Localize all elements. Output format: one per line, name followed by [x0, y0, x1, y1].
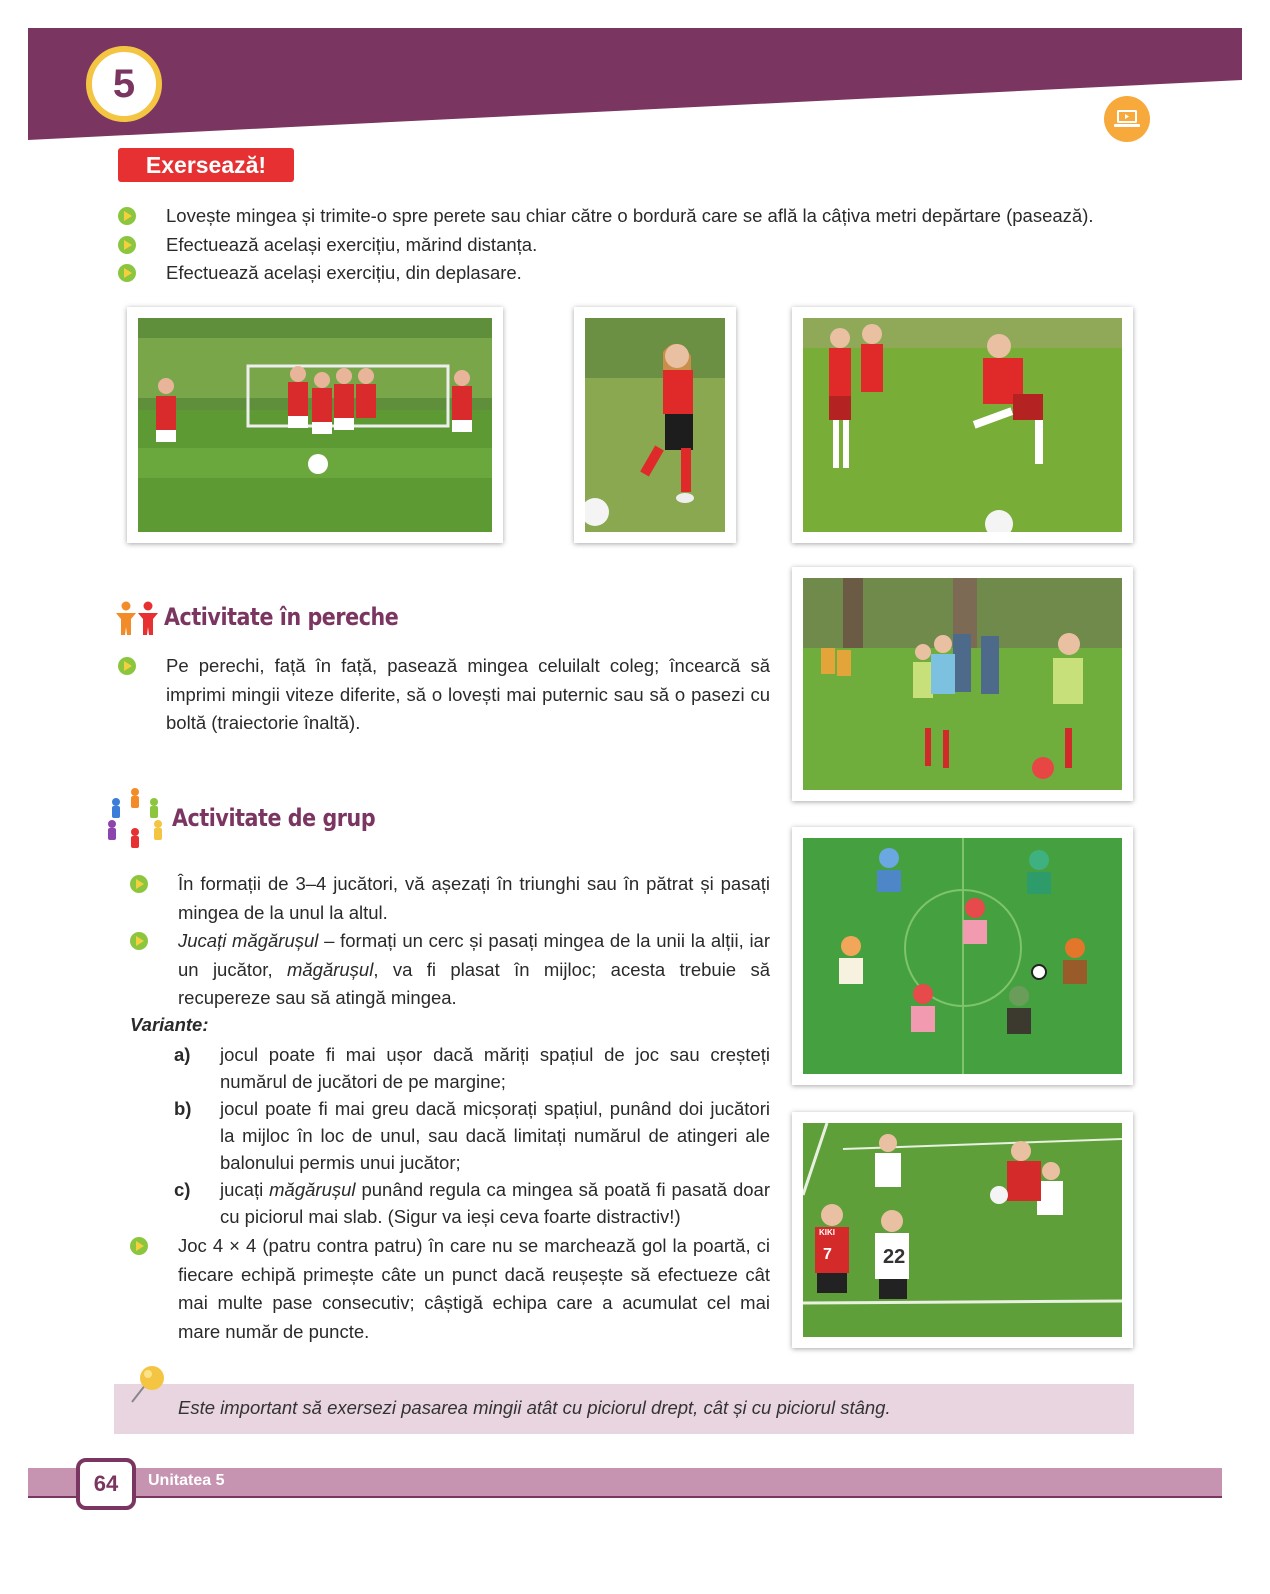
- variant-text: jucați măgărușul punând regula ca mingea să poată fi pasată doar cu piciorul mai slab. (Sigur va ieși ceva foarte distractiv!): [220, 1179, 771, 1227]
- bullet-arrow-icon: [130, 1237, 148, 1255]
- photo-children-team-training: [127, 307, 503, 543]
- list-item: Efectuează același exercițiu, din deplasare.: [118, 259, 1158, 288]
- bullet-arrow-icon: [118, 236, 136, 254]
- variant-letter: a): [174, 1044, 191, 1065]
- group-activity-heading: Activitate de grup: [172, 804, 376, 832]
- photo-children-pair-passing: [792, 567, 1133, 801]
- unit-number-badge: [86, 46, 162, 122]
- bullet-arrow-icon: [118, 657, 136, 675]
- footer-rule: [28, 1496, 1222, 1498]
- variant-text: jocul poate fi mai ușor dacă măriți spațiul de joc sau creșteți numărul de jucători de pe margine;: [220, 1044, 770, 1092]
- list-item: Pe perechi, față în față, pasează mingea celuilalt coleg; încearcă să imprimi mingii viteze diferite, să o lovești mai puternic sau să o pasezi cu boltă (traiectorie înaltă).: [118, 652, 770, 738]
- laptop-icon[interactable]: [1104, 96, 1150, 142]
- bullet-arrow-icon: [130, 875, 148, 893]
- bullet-arrow-icon: [118, 207, 136, 225]
- variant-b: [174, 1095, 770, 1176]
- section-tag-exerseaza: [118, 148, 294, 182]
- page-number-box: [76, 1458, 136, 1510]
- group-activity-list-continued: [130, 1232, 770, 1346]
- pair-activity-heading: Activitate în pereche: [164, 603, 399, 631]
- jersey-number: 22: [883, 1246, 906, 1268]
- bullet-arrow-icon: [118, 264, 136, 282]
- jersey-name: KIKI: [819, 1228, 835, 1237]
- jersey-number: 7: [823, 1246, 832, 1263]
- photo-children-match: [792, 1112, 1133, 1348]
- variant-a: [174, 1041, 770, 1095]
- list-item: Lovește mingea și trimite-o spre perete sau chiar către o bordură care se află la câțiva metri depărtare (pasează).: [118, 202, 1158, 231]
- list-item: În formații de 3–4 jucători, vă așezați în triunghi sau în pătrat și pasați mingea de la unul la altul.: [130, 870, 770, 927]
- photo-girl-kicking-ball: [574, 307, 736, 543]
- children-circle-icon: [104, 786, 166, 850]
- illustration-children-circle-game: [792, 827, 1133, 1085]
- two-children-icon: [114, 601, 160, 635]
- variant-letter: c): [174, 1179, 191, 1200]
- section-tag-label: Exersează!: [145, 151, 267, 178]
- variant-c: [174, 1176, 770, 1230]
- exercise-list: [118, 202, 1158, 288]
- bullet-arrow-icon: [130, 932, 148, 950]
- list-item: Jucați măgărușul – formați un cerc și pasați mingea de la unii la alții, iar un jucător, măgărușul, va fi plasat în mijloc; acesta trebuie să recupereze sau să atingă mingea.: [130, 927, 770, 1013]
- variant-text: jocul poate fi mai greu dacă micșorați spațiul, punând doi jucători la mijloc în loc de unul, sau dacă limitați numărul de atingeri ale balonului permis unui jucător;: [220, 1098, 770, 1173]
- photo-boy-kicking-ball: [792, 307, 1133, 543]
- push-pin-icon: [126, 1362, 170, 1406]
- unit-footer-label: Unitatea 5: [148, 1472, 225, 1489]
- list-item: Joc 4 × 4 (patru contra patru) în care nu se marchează gol la poartă, ci fiecare echipă primește câte un punct dacă reușește să efectueze cât mai multe pase consecutiv; câștigă echipa care a acumulat cel mai mare număr de puncte.: [130, 1232, 770, 1346]
- variants-label: Variante:: [130, 1014, 209, 1035]
- unit-number: 5: [112, 61, 136, 106]
- group-activity-list: [130, 870, 770, 1013]
- list-item: Efectuează același exercițiu, mărind distanța.: [118, 231, 1158, 260]
- pair-activity-list: [118, 652, 770, 738]
- variant-letter: b): [174, 1098, 192, 1119]
- page-number: 64: [93, 1471, 119, 1496]
- tip-text: Este important să exersezi pasarea mingii atât cu piciorul drept, cât și cu piciorul stâng.: [178, 1397, 891, 1418]
- header-band: [28, 28, 1242, 140]
